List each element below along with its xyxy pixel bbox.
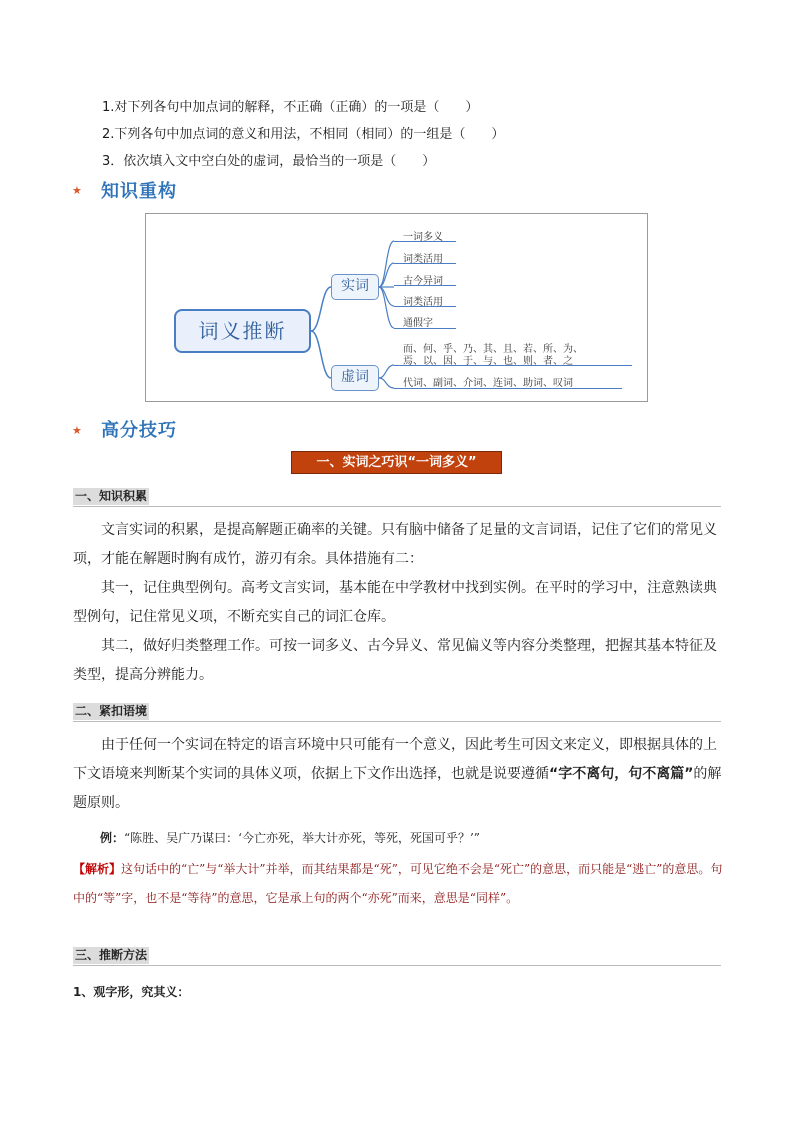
context-body: 由于任何一个实词在特定的语言环境中只可能有一个意义，因此考生可因文来定义，即根据具体的上下文语境来判断某个实词的具体义项，依据上下文作出选择，也就是说要遵循 [73,737,717,782]
node-xuci: 虚词 [331,365,379,391]
context-text [73,731,723,818]
example-text: “陈胜、吴广乃谋曰：‘今亡亦死，举大计亦死，等死，死国可乎？’” [124,831,480,845]
divider [73,965,721,966]
example-label: 例： [100,831,125,845]
leaf-xuci-words-1: 而、何、乎、乃、其、且、若、所、为、 [403,344,583,355]
paragraph: 其一，记住典型例句。高考文言实词，基本能在中学教材中找到实例。在平时的学习中，注意熟读典型例句，记住常见义项，不断充实自己的词汇仓库。 [73,580,717,625]
question-1: 1.对下列各句中加点词的解释，不正确（正确）的一项是（ ） [102,100,479,115]
subhead-accumulation: 一、知识积累 [75,489,148,503]
paragraph: 文言实词的积累，是提高解题正确率的关键。只有脑中储备了足量的文言词语，记住了它们的常见义项，才能在解题时胸有成竹，游刃有余。具体措施有二： [73,522,717,567]
method-step-1: 1、观字形，究其义： [73,985,190,999]
leaf-xuci-types: 代词、副词、介词、连词、助词、叹词 [403,378,573,389]
divider [73,721,721,722]
question-3: 3．依次填入文中空白处的虚词，最恰当的一项是（ ） [102,154,436,169]
example-line [100,829,480,846]
analysis-text: 这句话中的“亡”与“举大计”并举，而其结果都是“死”，可见它绝不会是“死亡”的意思，而只能是“逃亡”的意思。句中的“等”字，也不是“等待”的意思，它是承上句的两个“亦死”而来，意思是“同样”。 [73,862,723,905]
context-emphasis: “字不离句，句不离篇” [549,766,694,782]
section-title-skills: 高分技巧 [101,420,177,441]
leaf-xuci-words-2: 焉、以、因、于、与、也、则、者、之 [403,356,573,367]
leaf-shici-3: 古今异词 [403,276,443,287]
divider [73,506,721,507]
leaf-shici-5: 通假字 [403,318,433,329]
topic-banner: 一、实词之巧识“一词多义” [291,451,502,474]
star-icon: ★ [72,424,82,437]
question-2: 2.下列各句中加点词的意义和用法，不相同（相同）的一组是（ ） [102,127,505,142]
subhead-methods: 三、推断方法 [75,948,148,962]
context-tail: 的解题原则。 [73,766,722,811]
leaf-shici-2: 词类活用 [403,254,443,265]
star-icon: ★ [72,184,82,197]
accumulation-text [73,516,723,690]
subhead-context: 二、紧扣语境 [75,704,148,718]
node-shici: 实词 [331,274,379,300]
root-node: 词义推断 [174,309,311,353]
paragraph: 其二，做好归类整理工作。可按一词多义、古今异义、常见偏义等内容分类整理，把握其基本特征及类型，提高分辨能力。 [73,638,717,683]
analysis-block [73,855,725,913]
analysis-tag: 【解析】 [73,862,122,876]
leaf-shici-1: 一词多义 [403,232,443,243]
mind-map [145,213,648,402]
section-title-knowledge: 知识重构 [101,181,177,202]
leaf-shici-4: 词类活用 [403,297,443,308]
